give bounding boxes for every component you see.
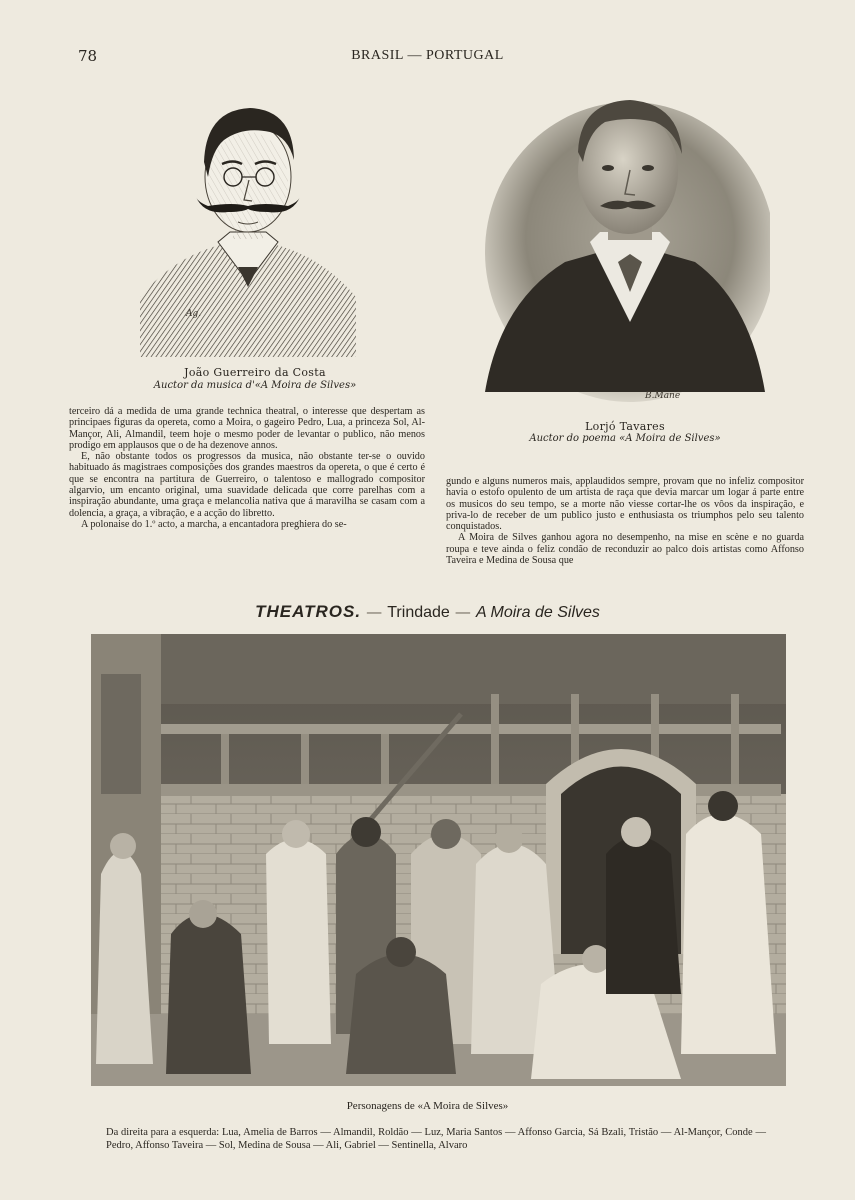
photo-caption: Personagens de «A Moira de Silves» — [346, 1100, 509, 1112]
article-column-2 — [446, 476, 804, 566]
cast-list: Da direita para a esquerda: Lua, Amelia de Barros — Almandil, Roldão — Luz, Maria Santos — Affonso Garcia, Sá Bzali, Tristão — Al-Mançor, Conde — Pedro, Affonso Taveira — Sol, Medina de Sousa — Ali, Gabriel — Sentinella, Alvaro — [106, 1127, 766, 1151]
section-title: THEATROS. — Trindade — A Moira de Silves — [255, 602, 600, 621]
portrait-tavares-image — [480, 82, 770, 402]
portrait-guerreiro-image — [138, 82, 358, 357]
article-paragraph: A polonaise do 1.º acto, a marcha, a encantadora preghiera do se- — [81, 518, 347, 530]
portrait-left-name: João Guerreiro da Costa — [184, 366, 326, 379]
article-paragraph: A Moira de Silves ganhou agora no desempenho, na mise en scène e no guarda roupa e teve ainda o feliz condão de reconduzir ao palco dois artistas como Affonso Taveira e Medina de Sousa que — [446, 532, 804, 567]
section-venue: Trindade — [387, 604, 450, 621]
section-label: THEATROS. — [255, 602, 362, 621]
portrait-left-role: Auctor da musica d'«A Moira de Silves» — [153, 380, 357, 391]
article-column-1 — [69, 406, 425, 530]
article-paragraph: gundo e alguns numeros mais, applaudidos sempre, provam que no infeliz compositor havia o estofo opulento de um artista de raça que devia marcar um logar á parte entre os musicos do seu tempo, se a morte não viesse cortar-lhe os vôos da inspiração, e priva-lo de receber de um publico justo e enthusiasta os triumphos pelo seu talento conquistados. — [446, 476, 804, 533]
stage-photograph — [91, 634, 786, 1086]
article-paragraph: E, não obstante todos os progressos da musica, não obstante ter-se o ouvido habituado ás magistraes composições dos grandes maestros da opereta, o que é certo é que se encontra na partitura de Guerreiro, o talentoso e mallogrado compositor algarvio, um encanto original, uma suavidade delicada que corre parelhas com a inspiração abundante, uma graça e melancolia nativa que á maravilha se casam com a dolencia, a graça, a vibração, e a acção do libretto. — [69, 451, 425, 519]
section-play-title: A Moira de Silves — [476, 604, 600, 621]
running-title: BRASIL — PORTUGAL — [351, 48, 504, 63]
page-number: 78 — [78, 47, 98, 65]
article-paragraph: terceiro dá a medida de uma grande technica theatral, o interesse que despertam as principaes figuras da opereta, como a Moira, o gageiro Pedro, Lua, a princeza Sol, Al-Mançor, Ali, Almandil, teem hoje o mesmo poder de levantar o publico, não menos prodigo em applausos que o de ha dezenove annos. — [69, 406, 425, 451]
portrait-right-role: Auctor do poema «A Moira de Silves» — [529, 433, 721, 444]
svg-text:Ag.: Ag. — [186, 309, 202, 319]
portrait-right-name: Lorjó Tavares — [585, 420, 665, 433]
svg-text:B.Mané: B.Mané — [645, 391, 681, 401]
